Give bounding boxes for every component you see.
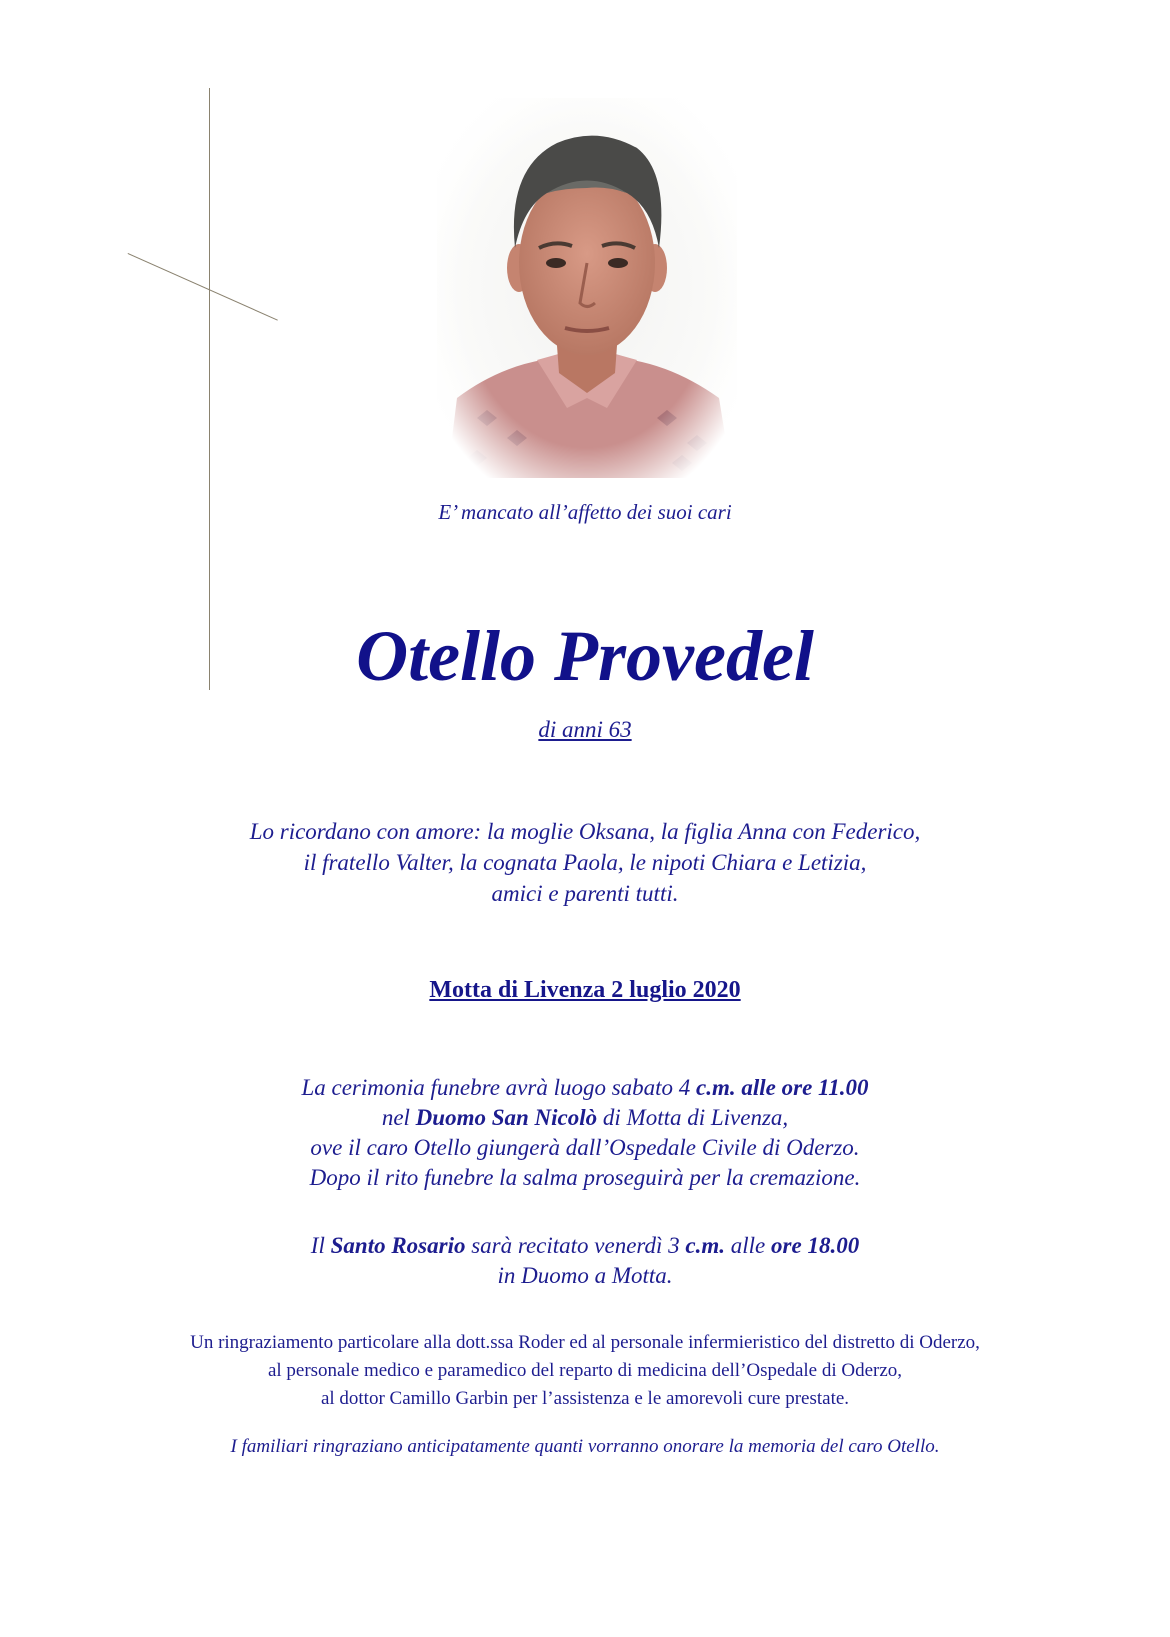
cross-horizontal-line: [128, 253, 278, 321]
family-remembrance: [0, 816, 1170, 909]
rosary-text: alle: [725, 1233, 772, 1258]
rosary-month: c.m.: [685, 1233, 726, 1258]
rosary-line: in Duomo a Motta.: [497, 1263, 673, 1288]
remembrance-line: amici e parenti tutti.: [491, 881, 679, 906]
ceremony-line: [0, 1103, 1170, 1133]
ceremony-line: ove il caro Otello giungerà dall’Ospedale Civile di Oderzo.: [310, 1135, 860, 1160]
age-line: di anni 63: [538, 717, 632, 742]
thanks-line: al dottor Camillo Garbin per l’assistenza e le amorevoli cure prestate.: [320, 1388, 850, 1409]
rosary-info: [0, 1231, 1170, 1291]
remembrance-line: il fratello Valter, la cognata Paola, le nipoti Chiara e Letizia,: [303, 850, 867, 875]
closing-line: I familiari ringraziano anticipatamente quanti vorranno onorare la memoria del caro Otello.: [230, 1436, 940, 1457]
ceremony-text: nel: [381, 1105, 416, 1130]
rosary-title: Santo Rosario: [330, 1233, 466, 1258]
portrait-photo: [437, 98, 737, 478]
rosary-time: ore 18.00: [771, 1233, 860, 1258]
ceremony-text: di Motta di Livenza,: [597, 1105, 789, 1130]
remembrance-line: Lo ricordano con amore: la moglie Oksana, la figlia Anna con Federico,: [249, 819, 921, 844]
portrait-illustration: [437, 98, 737, 478]
place-date: Motta di Livenza 2 luglio 2020: [429, 977, 741, 1003]
acknowledgements: [0, 1329, 1170, 1413]
thanks-line: Un ringraziamento particolare alla dott.ssa Roder ed al personale infermieristico del distretto di Oderzo,: [190, 1332, 980, 1353]
rosary-text: Il: [310, 1233, 331, 1258]
rosary-text: sarà recitato venerdì 3: [465, 1233, 686, 1258]
funeral-ceremony-info: [0, 1073, 1170, 1193]
ceremony-text: La cerimonia funebre avrà luogo sabato 4: [301, 1075, 697, 1100]
ceremony-church: Duomo San Nicolò: [415, 1105, 598, 1130]
ceremony-line: [0, 1073, 1170, 1103]
thanks-line: al personale medico e paramedico del reparto di medicina dell’Ospedale di Oderzo,: [267, 1360, 903, 1381]
rosary-line: [0, 1231, 1170, 1261]
deceased-name: Otello Provedel: [356, 616, 814, 696]
ceremony-time: c.m. alle ore 11.00: [696, 1075, 869, 1100]
cross-vertical-line: [209, 88, 210, 690]
ceremony-line: Dopo il rito funebre la salma proseguirà per la cremazione.: [309, 1165, 861, 1190]
intro-line: E’ mancato all’affetto dei suoi cari: [438, 500, 732, 524]
